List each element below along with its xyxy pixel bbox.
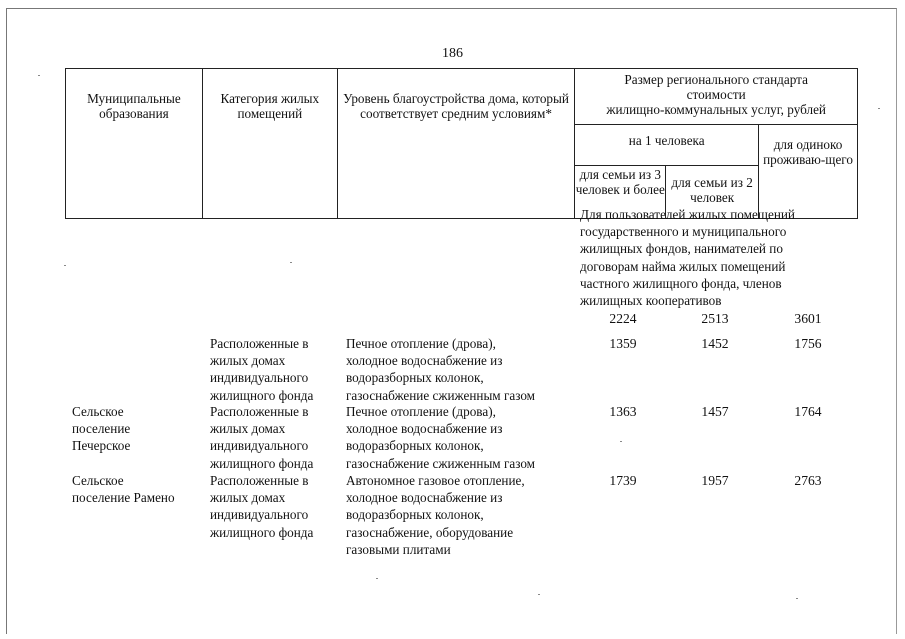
row-category: жилищного фонда [210,455,314,471]
intro-line: государственного и муниципального [580,224,787,240]
row-level: водоразборных колонок, [346,370,484,386]
row-value-family3: 1739 [609,473,637,488]
row-level: водоразборных колонок, [346,507,484,523]
intro-value-family3: 2224 [609,311,637,326]
row-category: индивидуального [210,507,309,523]
row-level: холодное водоснабжение из [346,490,503,506]
row-category: индивидуального [210,370,309,386]
header-family2: для семьи из 2 человек [666,166,759,219]
row-value-family3: 1359 [609,336,637,351]
header-level-line2: соответствует средним условиям* [360,106,552,121]
header-category: Категория жилых помещений [202,69,337,219]
header-level-line1: Уровень благоустройства дома, который [343,91,569,106]
row-category: Расположенные в [210,404,309,419]
row-category: Расположенные в [210,336,309,351]
header-table [65,68,858,219]
scan-dot [376,578,378,579]
page-number: 186 [442,46,463,61]
row-value-family3: 1363 [609,404,637,419]
row-level: холодное водоснабжение из [346,421,503,437]
row-value-family2: 1457 [701,404,729,419]
row-municipal: поселение Рамено [72,490,175,506]
row-municipal: Печерское [72,438,131,454]
row-level: водоразборных колонок, [346,438,484,454]
row-value-single: 1764 [794,404,822,419]
row-municipal: поселение [72,421,131,437]
row-category: жилищного фонда [210,387,314,403]
header-single: для одиноко проживаю-щего [759,125,858,219]
header-size [575,69,858,125]
header-family3: для семьи из 3 человек и более [575,166,666,219]
header-size-line1: Размер регионального стандарта [624,72,808,87]
row-value-family2: 1452 [701,336,729,351]
scan-dot [878,108,880,109]
row-value-single: 2763 [794,473,822,488]
intro-line: жилищных кооперативов [580,293,722,308]
row-level: Печное отопление (дрова), [346,404,496,419]
row-level: газоснабжение сжиженным газом [346,455,536,471]
intro-value-family2: 2513 [701,311,729,326]
intro-line: Для пользователей жилых помещений [580,207,795,222]
row-category: жилых домах [210,353,286,369]
row-category: жилых домах [210,490,286,506]
header-size-line3: жилищно-коммунальных услуг, рублей [606,102,826,117]
intro-line: жилищных фондов, нанимателей по [580,241,783,257]
header-size-line2: стоимости [686,87,746,102]
header-per-person: на 1 человека [575,125,759,166]
row-level: газоснабжение сжиженным газом [346,387,536,403]
row-category: Расположенные в [210,473,309,488]
scan-dot [538,594,540,595]
row-level: газоснабжение, оборудование [346,524,514,540]
row-municipal: Сельское [72,473,124,488]
row-municipal: Сельское [72,404,124,419]
intro-line: договорам найма жилых помещений [580,258,786,274]
header-level [337,69,575,219]
row-value-family2: 1957 [701,473,729,488]
row-category: жилых домах [210,421,286,437]
scan-dot [796,598,798,599]
row-level: холодное водоснабжение из [346,353,503,369]
row-level: Автономное газовое отопление, [346,473,525,488]
intro-value-single: 3601 [794,311,822,326]
row-category: индивидуального [210,438,309,454]
scan-dot [38,75,40,76]
header-municipal: Муниципальные образования [66,69,203,219]
row-level: газовыми плитами [346,541,451,557]
intro-line: частного жилищного фонда, членов [580,275,782,291]
row-value-single: 1756 [794,336,822,351]
scan-dot [290,262,292,263]
scan-dot [620,441,622,442]
scan-dot [64,265,66,266]
row-level: Печное отопление (дрова), [346,336,496,351]
row-category: жилищного фонда [210,524,314,540]
